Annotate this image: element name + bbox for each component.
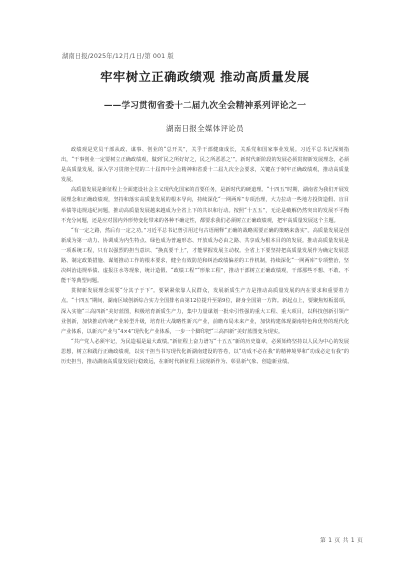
article-paragraph: 政绩观是党员干部从政、谋事、创业的“总开关”，关乎干部健康成长，关系党和国家事业发展。习近平总书记深刻指出，“干事创业一定要树立正确政绩观，做到‘民之所好好之，民之所恶恶之’”。新时代新阶段的发展必须贯彻新发展理念，必须是高质量发展。深入学习贯彻全党的二十届四中全会精神和省委十二届九次全会要求，关键在于树牢正确政绩观，推动高质量发展。 — [61, 147, 349, 184]
article-subtitle: ——学习贯彻省委十二届九次全会精神系列评论之一 — [103, 101, 307, 111]
article-paragraph: “共产党人必须牢记，为民造福是最大政绩。”新征程上奋力谱写“十五五”新的历史篇章，必须始终坚持以人民为中心的发展思想，树立和践行正确政绩观，以实干担当书写现代化新湖南建设的答卷，以“功成不必在我”的精神境界和“功成必定有我”的历史担当，推动湖南高质量发展行稳致远，在新时代新征程上展现新作为、彰显新气象、创造新业绩。 — [61, 338, 349, 365]
page-indicator: 第 1 页 共 1 页 — [320, 538, 364, 544]
article-paragraph: “有一定之路，然后有一定之功。”习近平总书记曾引用过句古语阐释“正确的战略需要正确的策略来落实”。高质量发展是创新成为第一动力、协调成为内生特点、绿色成为普遍形态、开放成为必由之路、共享成为根本目的的发展。推动高质量发展是一项系统工程，只有以强烈的担当意识、“换真要干上”，才能掌握发展主动权。全省上下要坚持把高质量发展作为确定发展思路、制定政策措施、谋划推动工作的根本要求，健全有效防范和纠治政绩偏差的工作机制，持续深化“一网两库”专项整治，坚决纠治违规举债、虚报注水等现象，统计造假、“政绩工程”“形象工程”，推动干部树立正确政绩观，干部那些不想、不敢、不能干等典型问题。 — [61, 227, 349, 285]
article-body — [61, 145, 349, 367]
article-paragraph: 贯彻新发展理念需要“分其子于下”。要紧紧依靠人民群众，发展新质生产力是推动高质量发展的内在要求和重要着力点。“十四五”期间，湖南区域创新综合实力全国排名由第12位提升至第9位，跻身全国第一方阵。新起点上，要聚焦短板弱项，深入实施“三高四新”美好蓝图，积极培育新质生产力，集中力量谋划一批牵引性强的重大工程、重大项目，以科技创新引领产业创新，加快推动传统产业转型升级，培育壮大战略性新兴产业，前瞻布局未来产业，加快构建体现湖南特色和优势的现代化产业体系，以新兴产业与“4×4”现代化产业体系，一步一个脚印把“三高四新”美好蓝图变为现实。 — [61, 288, 349, 335]
publication-header: 湖南日报/2025年/12月/1日/第 001 版 — [62, 53, 174, 60]
article-author: 湖南日报全媒体评论员 — [166, 124, 244, 133]
article-title: 牢牢树立正确政绩观 推动高质量发展 — [100, 70, 310, 84]
article-paragraph: 高质量发展是新征程上全面建设社会主义现代化国家的首要任务，是新时代的硬道理。“十四五”时期，湖南省为我们开展发展理念和正确政绩观，坚持和落实高质量发展的根本导向，持续深化“一网两库”专项治理，大力拉动一些地方投资造假、盲目举债等违规违纪问题，推动高质量发展越来越成为全省上下的共识和行动。按照“十五五”，无论是破解仍然突出的发展不平衡不充分问题，还是应对国内外形势变化带来的各种不确定性，都要求我们必须树立正确政绩观，把牢高质量发展这个主题。 — [61, 187, 349, 224]
